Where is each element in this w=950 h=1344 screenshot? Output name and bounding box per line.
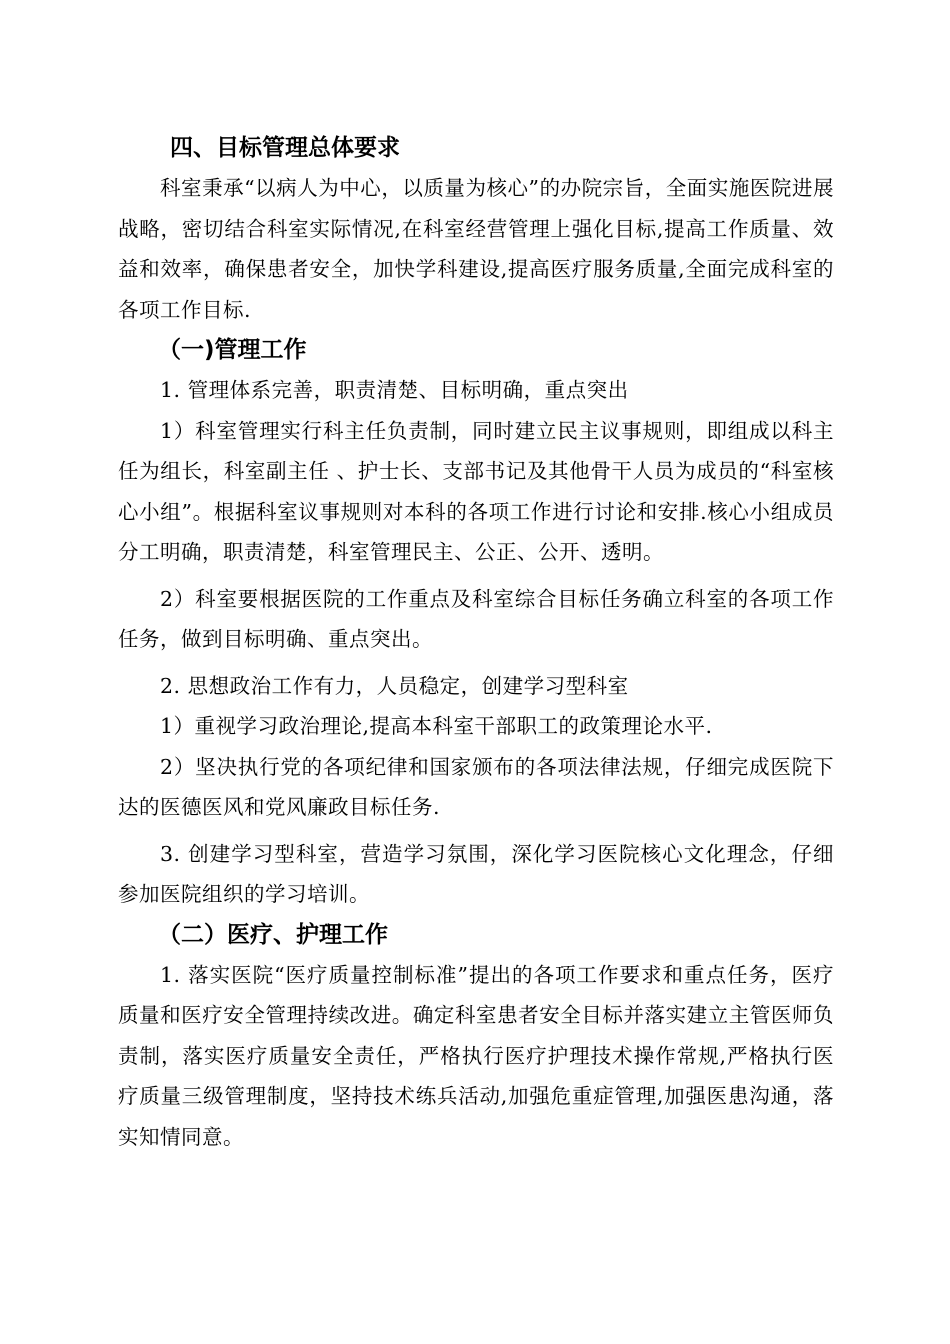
management-item-1-paragraph-1: 1）科室管理实行科主任负责制，同时建立民主议事规则，即组成以科主任为组长，科室副主任 、护士长、支部书记及其他骨干人员为成员的“科室核心小组”。根据科室议事规则对本科的各项工作进行讨论和安排.核心小组成员分工明确，职责清楚，科室管理民主、公正、公开、透明。 [118,418,834,564]
section-heading: 四、目标管理总体要求 [170,135,400,161]
subsection-heading-medical: （二）医疗、护理工作 [158,921,388,948]
document-page [118,128,834,1157]
management-item-3: 3. 创建学习型科室，营造学习氛围，深化学习医院核心文化理念，仔细参加医院组织的学习培训。 [118,841,834,906]
management-item-1-paragraph-2: 2）科室要根据医院的工作重点及科室综合目标任务确立科室的各项工作任务，做到目标明确、重点突出。 [118,586,834,651]
management-item-2-title: 2. 思想政治工作有力，人员稳定，创建学习型科室 [160,673,629,698]
intro-paragraph: 科室秉承“以病人为中心，以质量为核心”的办院宗旨，全面实施医院进展战略，密切结合科室实际情况,在科室经营管理上强化目标,提高工作质量、效益和效率，确保患者安全，加快学科建设,提高医疗服务质量,全面完成科室的各项工作目标. [118,176,834,322]
management-item-2-paragraph-2: 2）坚决执行党的各项纪律和国家颁布的各项法律法规，仔细完成医院下达的医德医风和党风廉政目标任务. [118,754,834,819]
subsection-heading-management: （一)管理工作 [158,337,307,363]
management-item-2-paragraph-1: 1）重视学习政治理论,提高本科室干部职工的政策理论水平. [160,714,713,738]
medical-item-1: 1. 落实医院“医疗质量控制标准”提出的各项工作要求和重点任务，医疗质量和医疗安全管理持续改进。确定科室患者安全目标并落实建立主管医师负责制，落实医疗质量安全责任，严格执行医疗护理技术操作常规,严格执行医疗质量三级管理制度，坚持技术练兵活动,加强危重症管理,加强医患沟通，落实知情同意。 [118,962,834,1149]
management-item-1-title: 1. 管理体系完善，职责清楚、目标明确，重点突出 [160,378,629,402]
